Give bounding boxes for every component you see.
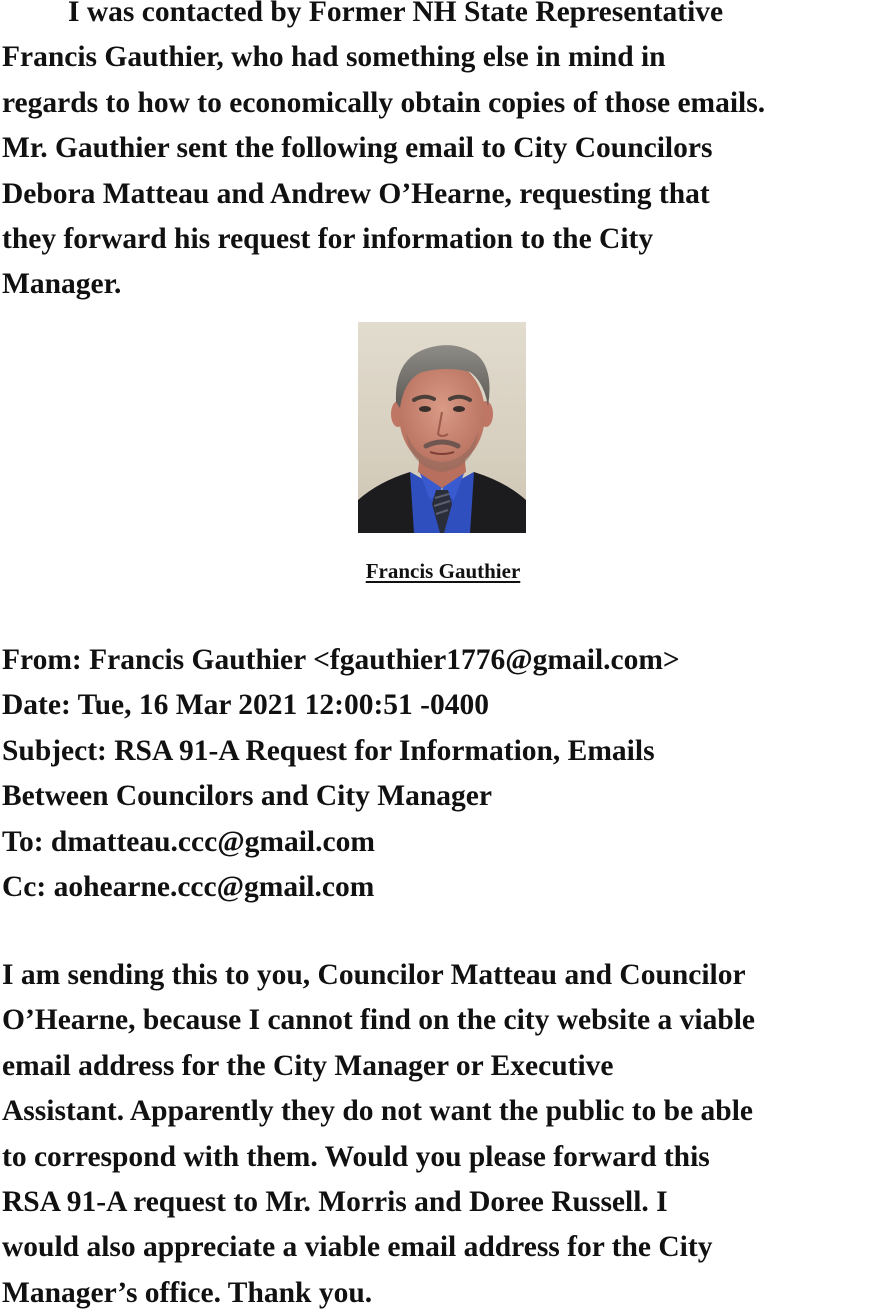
email-subject-continued: Between Councilors and City Manager	[2, 780, 492, 813]
email-body-line: would also appreciate a viable email address for the City	[2, 1231, 713, 1264]
portrait-photo	[358, 322, 526, 533]
intro-line: Debora Matteau and Andrew O’Hearne, requesting that	[2, 177, 710, 210]
intro-line: Francis Gauthier, who had something else in mind in	[2, 41, 666, 74]
intro-paragraph	[2, 0, 876, 308]
photo-caption: Francis Gauthier	[365, 559, 521, 583]
email-from: From: Francis Gauthier <fgauthier1776@gmail.com>	[2, 644, 680, 676]
intro-line: Mr. Gauthier sent the following email to City Councilors	[2, 132, 713, 165]
email-body-line: email address for the City Manager or Executive	[2, 1049, 614, 1082]
email-body-line: Manager’s office. Thank you.	[2, 1276, 373, 1309]
intro-line: Manager.	[2, 268, 122, 301]
email-body	[2, 953, 876, 1316]
email-cc: Cc: aohearne.ccc@gmail.com	[2, 871, 375, 904]
email-headers	[2, 638, 876, 910]
email-date: Date: Tue, 16 Mar 2021 12:00:51 -0400	[2, 689, 489, 722]
email-to: To: dmatteau.ccc@gmail.com	[2, 825, 375, 858]
email-body-line: Assistant. Apparently they do not want the public to be able	[2, 1095, 753, 1128]
intro-line: I was contacted by Former NH State Representative	[68, 0, 724, 28]
email-body-line: RSA 91-A request to Mr. Morris and Doree Russell. I	[2, 1186, 668, 1219]
email-body-line: to correspond with them. Would you please forward this	[2, 1140, 710, 1173]
email-body-line: I am sending this to you, Councilor Matteau and Councilor	[2, 959, 746, 991]
email-body-line: O’Hearne, because I cannot find on the city website a viable	[2, 1004, 756, 1037]
intro-line: regards to how to economically obtain copies of those emails.	[2, 86, 766, 119]
intro-line: they forward his request for information to the City	[2, 223, 654, 256]
email-subject: Subject: RSA 91-A Request for Information, Emails	[2, 734, 655, 767]
portrait-illustration	[358, 322, 526, 533]
